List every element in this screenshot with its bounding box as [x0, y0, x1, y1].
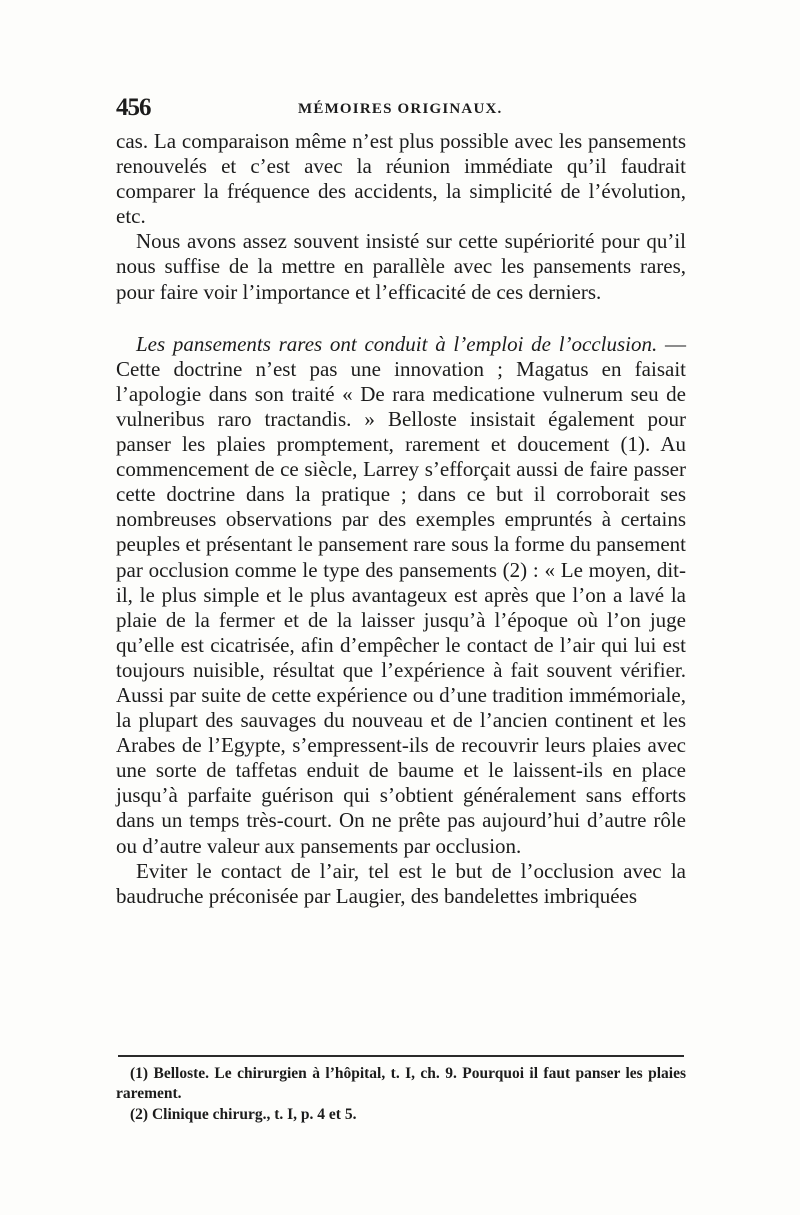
footnote-2: (2) Clinique chirurg., t. I, p. 4 et 5. [130, 1106, 357, 1123]
page-number: 456 [116, 94, 151, 121]
footnote-1: (1) Belloste. Le chirurgien à l’hôpital, t. I, ch. 9. Pourquoi il faut panser les plaies rarement. [116, 1065, 686, 1102]
section-body: Cette doctrine n’est pas une innovation ; Magatus en faisait l’apologie dans son traité « De rara medicatione vulnerum seu de vulneribus raro tractandis. » Belloste insistait également pour panser les plaies promptement, rarement et doucement (1). Au commencement de ce siècle, Larrey s’efforçait aussi de faire passer cette doctrine dans la pratique ; dans ce but il corroborait ses nombreuses observations par des exemples empruntés à certains peuples et présentant le pansement rare sous la forme du pansement par occlusion comme le type des pansements (2) : « Le moyen, dit-il, le plus simple et le plus avantageux est après que l’on a lavé la plaie de la fermer et de la laisser jusqu’à l’époque où l’on juge qu’elle est cicatrisée, afin d’empêcher le contact de l’air qui lui est toujours nuisible, résultat que l’expérience à fait souvent vérifier. Aussi par suite de cette expérience ou d’une tradition immémoriale, la plupart des sauvages du nouveau et de l’ancien continent et les Arabes de l’Egypte, s’empressent-ils de recouvrir leurs plaies avec une sorte de taffetas enduit de baume et le laissent-ils en place jusqu’à parfaite guérison qui s’obtient généralement sans efforts dans un temps très-court. On ne prête pas aujourd’hui d’autre rôle ou d’autre valeur aux pansements par occlusion. [116, 356, 686, 858]
paragraph: Eviter le contact de l’air, tel est le but de l’occlusion avec la baudruche préconisée par Laugier, des bandelettes imbriquées [116, 858, 686, 908]
body-text [116, 129, 686, 909]
page-header [116, 94, 686, 124]
footnotes [116, 1064, 686, 1125]
section-dash: — [657, 331, 687, 356]
section-title: Les pansements rares ont conduit à l’emploi de l’occlusion. [136, 331, 658, 356]
section-paragraph [116, 332, 686, 859]
running-title: MÉMOIRES ORIGINAUX. [298, 101, 503, 117]
paragraph: Nous avons assez souvent insisté sur cette supériorité pour qu’il nous suffise de la mettre en parallèle avec les pansements rares, pour faire voir l’importance et l’efficacité de ces derniers. [116, 229, 686, 304]
footnote-divider [118, 1055, 684, 1057]
paragraph-continued: cas. La comparaison même n’est plus possible avec les pansements renouvelés et c’est avec la réunion immédiate qu’il faudrait comparer la fréquence des accidents, la simplicité de l’évolution, etc. [116, 129, 686, 229]
